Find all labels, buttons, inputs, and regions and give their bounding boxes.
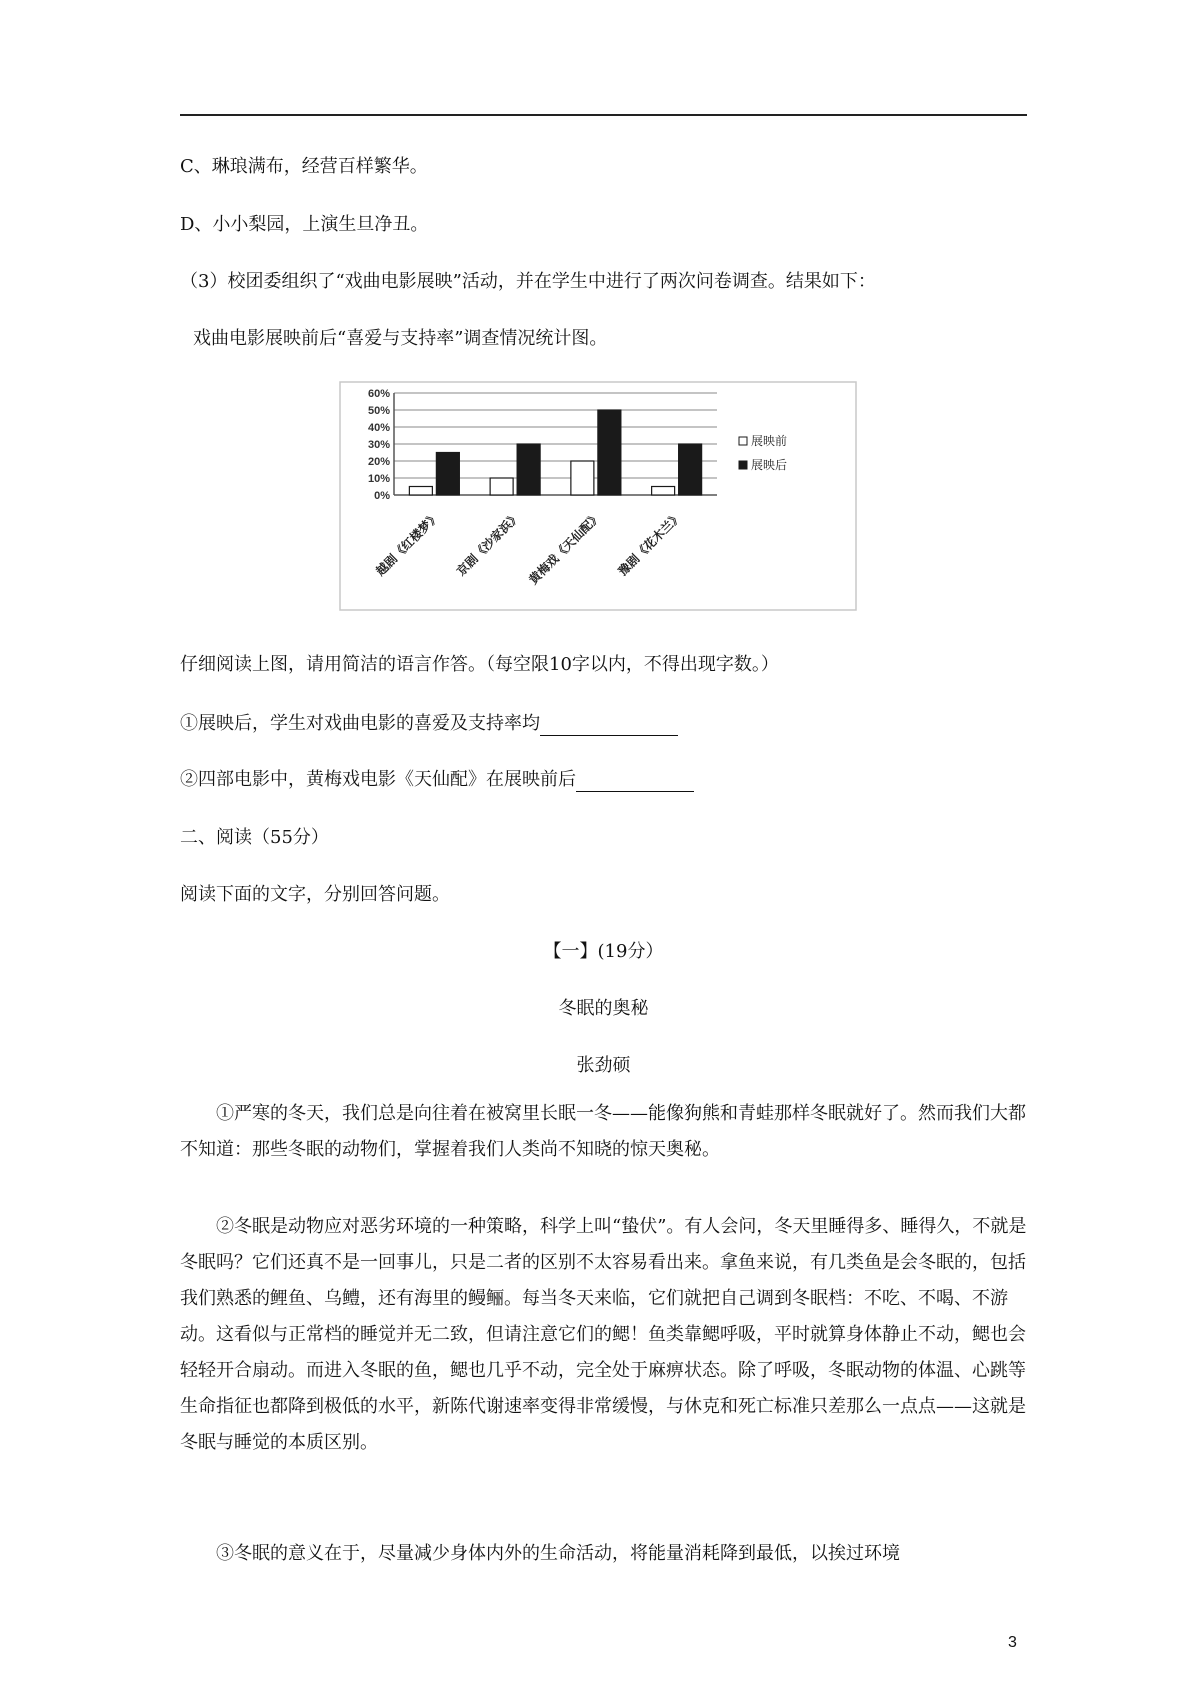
section-two-heading: 二、阅读（55分） bbox=[180, 827, 329, 848]
bar-after bbox=[679, 444, 702, 495]
header-rule bbox=[180, 114, 1027, 116]
paragraph-3: ③冬眠的意义在于，尽量减少身体内外的生命活动，将能量消耗降到最低，以挨过环境 bbox=[216, 1543, 900, 1564]
paragraph-2: ②冬眠是动物应对恶劣环境的一种策略，科学上叫“蛰伏”。有人会问，冬天里睡得多、睡得久，不就是冬眠吗？它们还真不是一回事儿，只是二者的区别不太容易看出来。拿鱼来说，有几类鱼是会冬眠的，包括我们熟悉的鲤鱼、乌鳢，还有海里的鳗鲡。每当冬天来临，它们就把自己调到冬眠档：不吃、不喝、不游动。这看似与正常档的睡觉并无二致，但请注意它们的鳃！鱼类靠鳃呼吸，平时就算身体静止不动，鳃也会轻轻开合扇动。而进入冬眠的鱼，鳃也几乎不动，完全处于麻痹状态。除了呼吸，冬眠动物的体温、心跳等生命指征也都降到极低的水平，新陈代谢速率变得非常缓慢，与休克和死亡标准只差那么一点点——这就是冬眠与睡觉的本质区别。 bbox=[180, 1216, 1027, 1453]
y-tick-label: 0% bbox=[374, 490, 390, 502]
bar-after bbox=[598, 410, 621, 495]
reading-instruction: 阅读下面的文字，分别回答问题。 bbox=[180, 884, 450, 905]
chart-caption: 戏曲电影展映前后“喜爱与支持率”调查情况统计图。 bbox=[193, 328, 608, 349]
chart-svg bbox=[339, 381, 859, 613]
category-label: 黄梅戏《天仙配》 bbox=[526, 509, 604, 588]
y-tick-label: 50% bbox=[367, 405, 390, 417]
article-title: 冬眠的奥秘 bbox=[558, 998, 649, 1019]
question-2-answer-blank[interactable] bbox=[576, 771, 694, 792]
question-1-text: ①展映后，学生对戏曲电影的喜爱及支持率均 bbox=[180, 713, 540, 734]
question-1-answer-blank[interactable] bbox=[540, 715, 678, 736]
option-d: D、小小梨园，上演生旦净丑。 bbox=[180, 214, 429, 235]
instructions: 仔细阅读上图，请用简洁的语言作答。（每空限10字以内，不得出现字数。） bbox=[180, 654, 779, 675]
category-label: 京剧《沙家浜》 bbox=[453, 509, 524, 579]
legend-label-after: 展映后 bbox=[751, 458, 788, 472]
bar-chart bbox=[339, 381, 859, 613]
bar-before bbox=[571, 461, 594, 495]
bar-before bbox=[409, 487, 432, 496]
legend-swatch-after bbox=[739, 461, 747, 469]
paragraph-1: ①严寒的冬天，我们总是向往着在被窝里长眠一冬——能像狗熊和青蛙那样冬眠就好了。然而我们大都不知道：那些冬眠的动物们，掌握着我们人类尚不知晓的惊天奥秘。 bbox=[180, 1103, 1026, 1160]
article-author: 张劲硕 bbox=[576, 1055, 631, 1076]
y-tick-label: 60% bbox=[367, 388, 390, 400]
bar-before bbox=[652, 487, 675, 496]
category-label: 豫剧《花木兰》 bbox=[615, 509, 685, 579]
y-tick-label: 40% bbox=[367, 422, 390, 434]
page-number: 3 bbox=[1008, 1634, 1017, 1651]
bar-before bbox=[490, 478, 513, 495]
part-one-heading: 【一】(19分） bbox=[543, 941, 664, 962]
question-2-text: ②四部电影中，黄梅戏电影《天仙配》在展映前后 bbox=[180, 769, 576, 790]
question-1 bbox=[180, 712, 678, 736]
question-2 bbox=[180, 768, 694, 792]
y-tick-label: 20% bbox=[367, 456, 390, 468]
category-label: 越剧《红楼梦》 bbox=[373, 509, 443, 579]
y-tick-label: 10% bbox=[367, 473, 390, 485]
legend-label-before: 展映前 bbox=[751, 434, 788, 448]
question-3-intro: （3）校团委组织了“戏曲电影展映”活动，并在学生中进行了两次问卷调查。结果如下： bbox=[180, 271, 876, 292]
bar-after bbox=[517, 444, 540, 495]
bar-after bbox=[436, 453, 459, 496]
option-c: C、琳琅满布，经营百样繁华。 bbox=[180, 156, 428, 177]
legend-swatch-before bbox=[739, 437, 747, 445]
y-tick-label: 30% bbox=[367, 439, 390, 451]
